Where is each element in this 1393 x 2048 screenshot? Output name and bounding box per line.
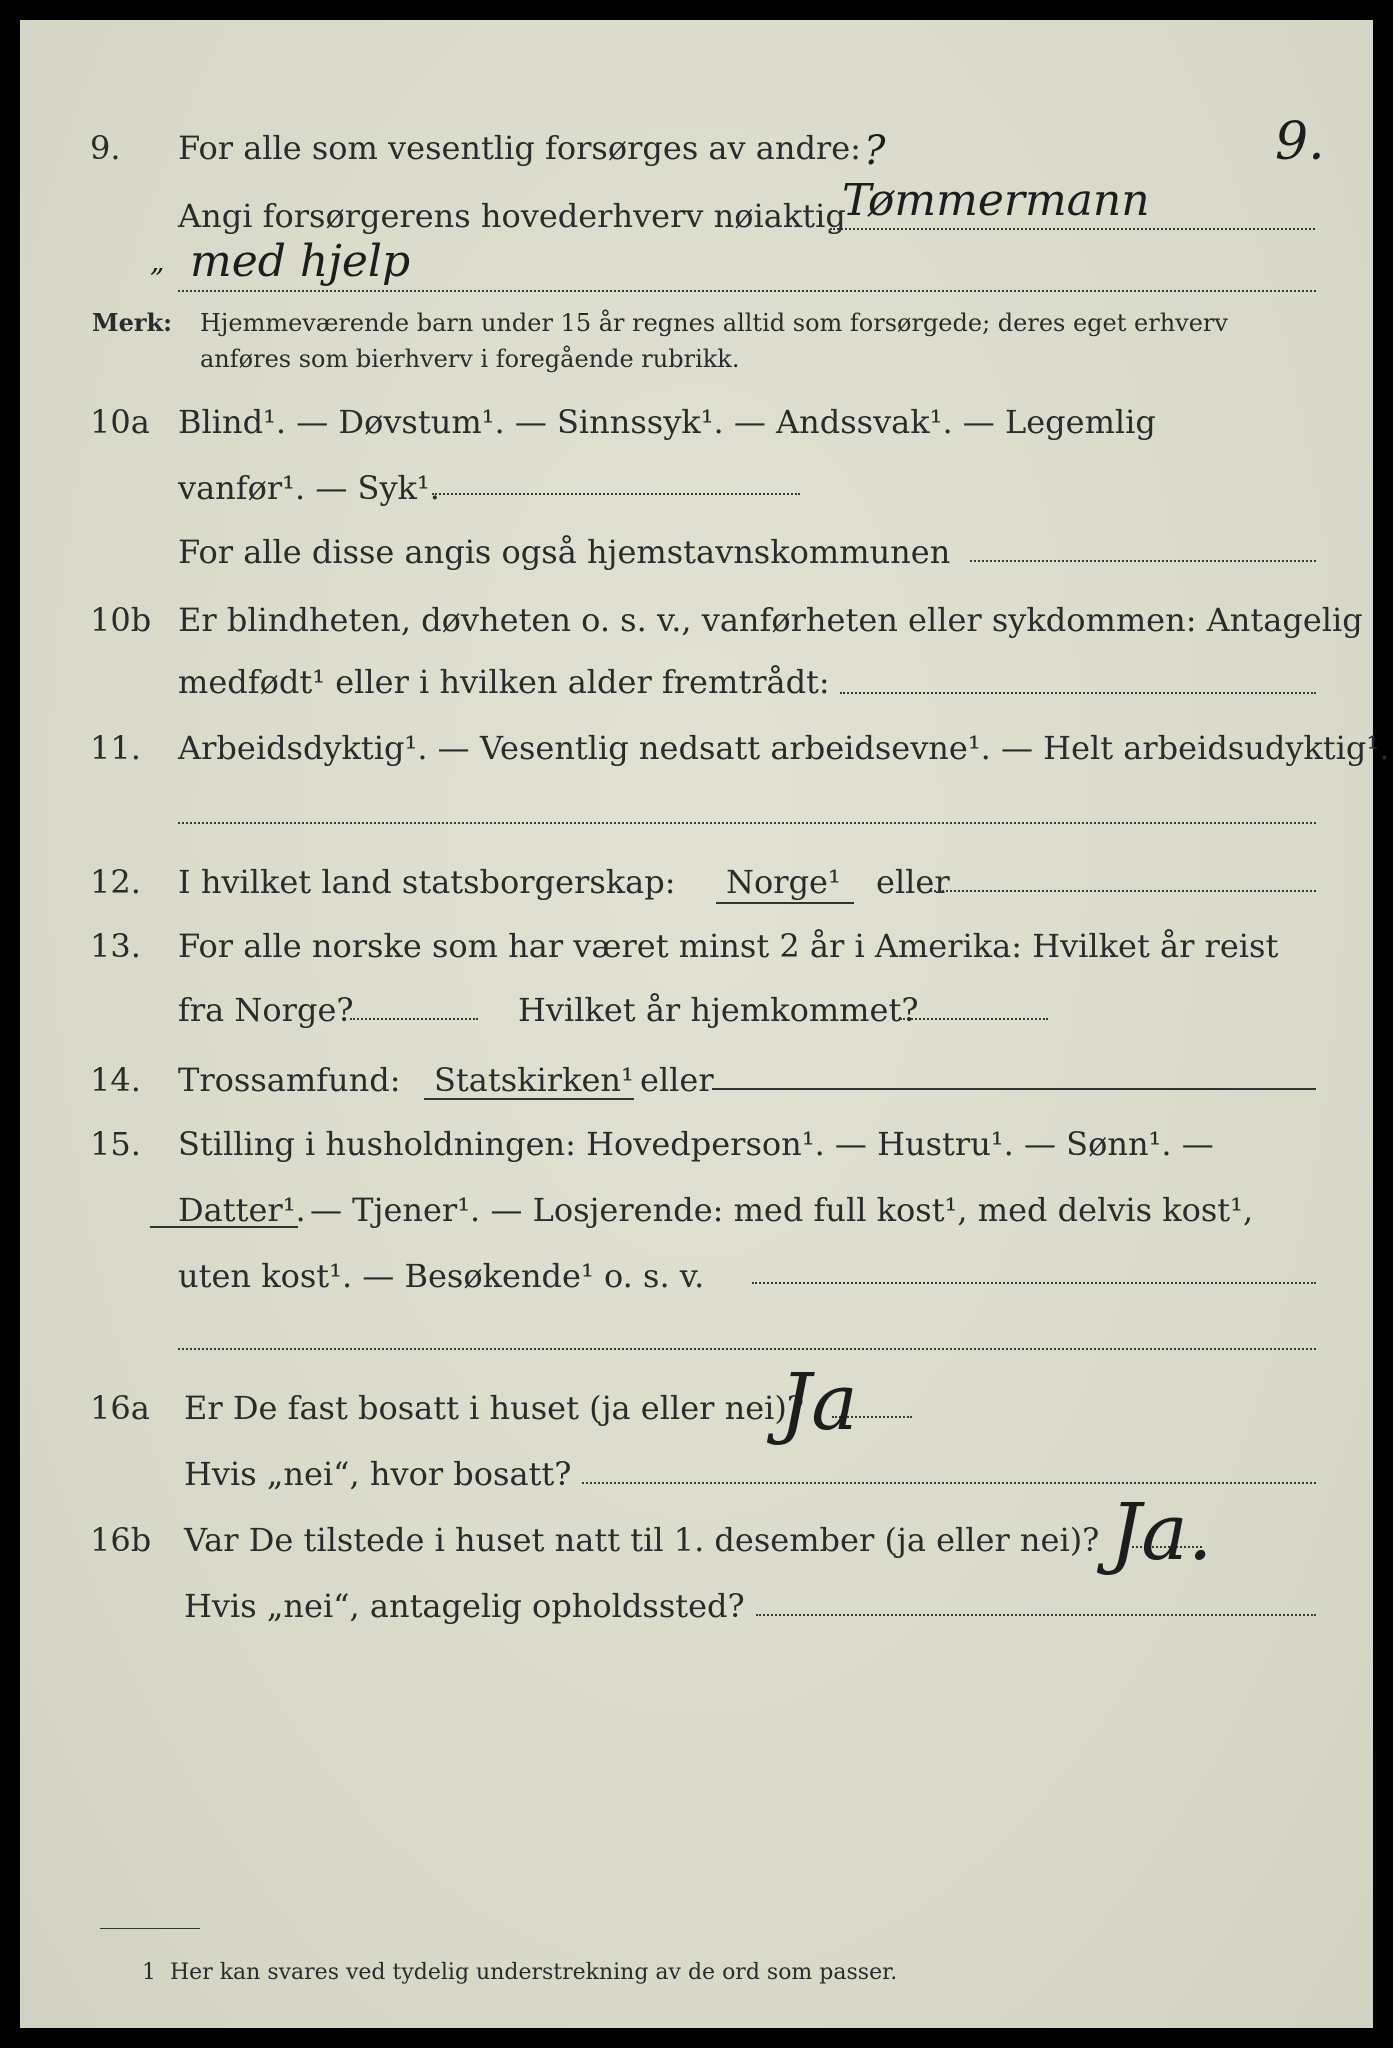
q13-number: 13. (90, 927, 141, 965)
q16b-number: 16b (90, 1521, 152, 1559)
q12-option-norge: Norge¹ (726, 863, 841, 901)
q9-answer-line2 (178, 290, 1316, 292)
q10b-number: 10b (90, 601, 152, 639)
q12-answer-line (930, 890, 1316, 892)
q10b-line1: Er blindheten, døvheten o. s. v., vanførheten eller sykdommen: Antagelig (178, 601, 1363, 639)
q14-answer-line (712, 1088, 1316, 1090)
footnote-rule (100, 1928, 200, 1929)
q13-departure-line (350, 1018, 478, 1020)
q14-prefix: Trossamfund: (178, 1061, 401, 1099)
q13-line2b: Hvilket år hjemkommet? (518, 991, 919, 1029)
q16a-line2: Hvis „nei“, hvor bosatt? (184, 1455, 572, 1493)
q11-line1: Arbeidsdyktig¹. — Vesentlig nedsatt arbeidsevne¹. — Helt arbeidsudyktig¹. (178, 729, 1390, 767)
q10a-line2: vanfør¹. — Syk¹. (178, 469, 440, 507)
q9-margin-mark: 9. (1275, 112, 1325, 172)
q16a-answer: Ja (780, 1358, 858, 1448)
q16a-location-line (582, 1482, 1316, 1484)
q11-answer-line (178, 822, 1316, 824)
q10a-line1: Blind¹. — Døvstum¹. — Sinnssyk¹. — Andssvak¹. — Legemlig (178, 403, 1156, 441)
q9-answer-continued: med hjelp (190, 236, 411, 287)
q9-answer-line1 (830, 228, 1315, 230)
q14-number: 14. (90, 1061, 141, 1099)
q9-line2: Angi forsørgerens hovederhverv nøiaktig (178, 197, 846, 235)
q12-prefix: I hvilket land statsborgerskap: (178, 863, 676, 901)
q10a-line3: For alle disse angis også hjemstavnskommunen (178, 533, 951, 571)
q14-underline (424, 1098, 634, 1100)
q11-number: 11. (90, 729, 141, 767)
q9-scribble: ? (864, 128, 886, 174)
q14-suffix: eller (640, 1061, 714, 1099)
footnote-text: Her kan svares ved tydelig understrekning av de ord som passer. (170, 1960, 898, 1985)
q16a-line1: Er De fast bosatt i huset (ja eller nei)? (184, 1389, 805, 1427)
q16b-line1: Var De tilstede i huset natt til 1. desember (ja eller nei)? (184, 1521, 1100, 1559)
q12-suffix: eller (876, 863, 950, 901)
q10a-number: 10a (90, 403, 150, 441)
q9-line1: For alle som vesentlig forsørges av andre: (178, 129, 861, 167)
q15-line2b: — Tjener¹. — Losjerende: med full kost¹, med delvis kost¹, (310, 1191, 1254, 1229)
footnote-mark: 1 (142, 1960, 156, 1985)
q16b-line2: Hvis „nei“, antagelig opholdssted? (184, 1587, 745, 1625)
q15-underline (150, 1226, 298, 1228)
q15-number: 15. (90, 1125, 141, 1163)
q16a-number: 16a (90, 1389, 150, 1427)
q12-underline (716, 902, 854, 904)
q10b-line2: medfødt¹ eller i hvilken alder fremtrådt: (178, 663, 830, 701)
q9-continuation-mark: „ (150, 245, 165, 278)
q9-number: 9. (90, 129, 121, 167)
q15-line3: uten kost¹. — Besøkende¹ o. s. v. (178, 1257, 705, 1295)
q15-answer-line2 (178, 1348, 1316, 1350)
q13-line2a: fra Norge? (178, 991, 354, 1029)
q14-option-statskirken: Statskirken¹ (434, 1061, 634, 1099)
q12-number: 12. (90, 863, 141, 901)
q16b-answer: Ja. (1110, 1488, 1213, 1578)
q10b-answer-line (840, 692, 1316, 694)
q13-return-line (900, 1018, 1048, 1020)
q15-line1: Stilling i husholdningen: Hovedperson¹. — Hustru¹. — Sønn¹. — (178, 1125, 1214, 1163)
q15-answer-line1 (752, 1282, 1316, 1284)
merk-label: Merk: (92, 308, 172, 337)
q13-line1: For alle norske som har været minst 2 år i Amerika: Hvilket år reist (178, 927, 1279, 965)
q9-answer-occupation: Tømmermann (842, 175, 1150, 226)
merk-line1: Hjemmeværende barn under 15 år regnes alltid som forsørgede; deres eget erhverv (200, 309, 1228, 337)
q16b-location-line (756, 1614, 1316, 1616)
q10a-answer-line (432, 493, 800, 495)
q15-option-datter: Datter¹. (178, 1191, 306, 1229)
q10a-hometown-line (970, 560, 1316, 562)
merk-line2: anføres som bierhverv i foregående rubrikk. (200, 345, 740, 373)
